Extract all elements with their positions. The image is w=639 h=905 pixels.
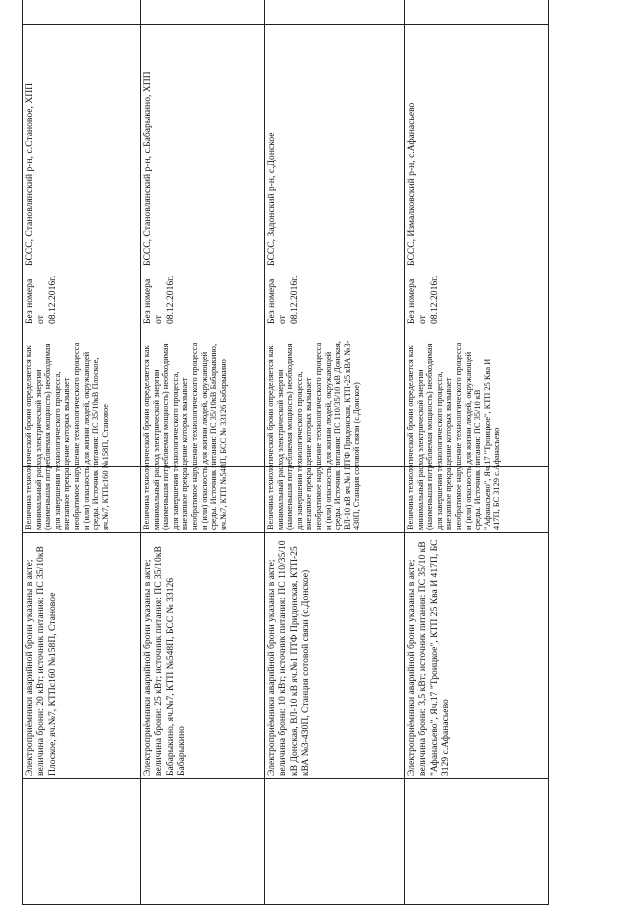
table-cell-description: Величина технологической брони определяется как минимальный расход электрической энергии (наименьшая потребляемая мощность) необходимая для завершения технологического процесса, внезапное прекращение которых вызывает необратимое нарушение технологического процесса и (или) опасность для жизни людей, окружающей среды. Источник питания: ПС 35/10кВ Бабарыкино, яч.№7, КТП №548П, БСС № 33126 Бабарыкино [142, 342, 228, 530]
table-cell-description: Величина технологической брони определяется как минимальный расход электрической энергии (наименьшая потребляемая мощность) необходимая для завершения технологического процесса, внезапное прекращение которых вызывает необратимое нарушение технологического процесса и (или) опасность для жизни людей, окружающей среды. Источник питания: ПС 35/10кВ Плоское, яч.№7, КТПс160 №158П, Становое [24, 342, 110, 530]
table-cell-emergency: Электроприёмники аварийной брони указаны в акте; величина брони: 20 кВт; источник питания: ПС 35/10кВ Плоское, яч.№7, КТПс160 №158П, Становое [24, 546, 58, 776]
table-cell-emergency: Электроприёмники аварийной брони указаны в акте; величина брони: 25 кВт; источник питания: ПС 35/10кВ Бабарыкино, яч.№7, КТП №548П, БСС № 33126 Бабарыкино [142, 546, 188, 776]
table-cell-description: Величина технологической брони определяется как минимальный расход электрической энергии (наименьшая потребляемая мощность) необходимая для завершения технологического процесса, внезапное прекращение которых вызывает необратимое нарушение технологического процесса и (или) опасность для жизни людей, окружающей среды. Источник питания: ПС 110/35/10 кВ Донская, ВЛ-10 кВ яч.№1 ПТФ Придонская, КТП-25 кВА №3- 430П, Станция сотовой связи (с.Донское) [266, 340, 362, 530]
table-cell-object: БССС, Задонский р-н, с.Донское [266, 132, 277, 266]
table-cell-number: Без номера от 08.12.2016г. [266, 275, 300, 324]
table-cell-emergency: Электроприёмники аварийной брони указаны в акте; величина брони: 10 кВт; источник питания: ПС 110/35/10 кВ Донская, ВЛ-10 кВ яч.№1 ПТФ Придонская, КТП-25 кВА №3-430П, Станция сотовой связи (с.Донское) [266, 540, 312, 776]
table-cell-number: Без номера от 08.12.2016г. [406, 275, 440, 324]
table-border-line [548, 0, 549, 905]
table-cell-object: БССС, Становлянский р-н, с.Бабарыкино, ХПП [142, 71, 153, 266]
table-cell-object: БССС, Становлянский р-н, с.Становое, ХПП [24, 82, 35, 266]
table-cell-number: Без номера от 08.12.2016г. [24, 275, 58, 324]
table-cell-emergency: Электроприёмники аварийной брони указаны в акте; величина брони: 3,5 кВт; источник питания: ПС 35/10 кВ "Афанасьево", Яч.17 "Троицкое", КТП 25 Ква И 417П, БС 3129 с.Афанасьево [406, 539, 452, 776]
table-cell-object: БССС, Измалковский р-н, с.Афанасьево [406, 102, 417, 266]
table-cell-number: Без номера от 08.12.2016г. [142, 275, 176, 324]
table-cell-description: Величина технологической брони определяется как минимальный расход электрической энергии (наименьшая потребляемая мощность) необходимая для завершения технологического процесса, внезапное прекращение которых вызывает необратимое нарушение технологического процесса и (или) опасность для жизни людей, окружающей среды. Источник питания: ПС 35/10 кВ "Афанасьево", Яч.17 "Троицкое", КТП 25 Ква И 417П, БС 3129 с.Афанасьево [406, 342, 502, 530]
